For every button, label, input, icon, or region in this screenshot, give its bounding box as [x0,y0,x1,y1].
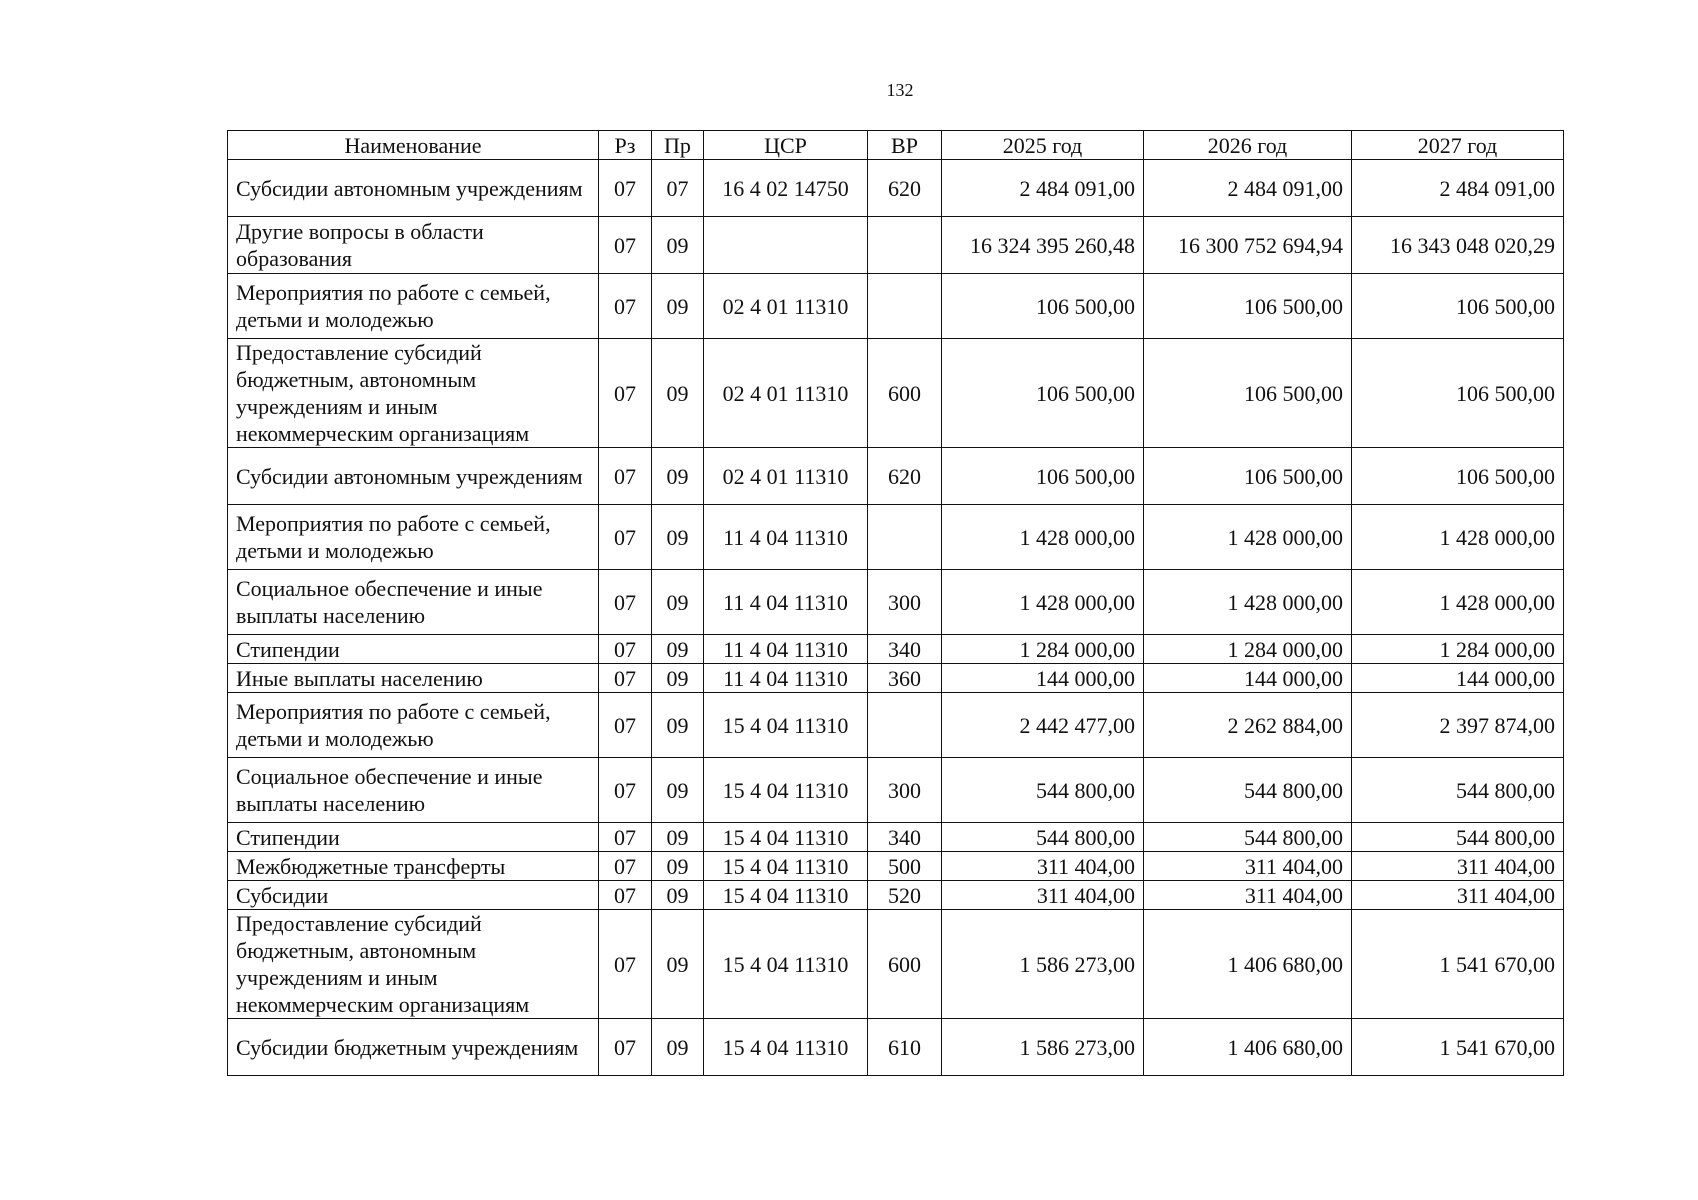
table-row [228,881,1564,910]
cell-vr [868,217,942,274]
table-row [228,635,1564,664]
cell-name: Социальное обеспечение и иные выплаты населению [228,570,599,635]
table-row [228,664,1564,693]
cell-2027: 2 484 091,00 [1352,160,1564,217]
cell-2026: 544 800,00 [1144,758,1352,823]
cell-2025: 144 000,00 [942,664,1144,693]
cell-vr: 620 [868,448,942,505]
table-row [228,570,1564,635]
table-row [228,274,1564,339]
cell-rz: 07 [599,881,652,910]
cell-pr: 09 [652,823,704,852]
cell-vr: 620 [868,160,942,217]
cell-2025: 1 586 273,00 [942,1019,1144,1076]
header-rz: Рз [599,131,652,160]
cell-name: Субсидии бюджетным учреждениям [228,1019,599,1076]
cell-pr: 09 [652,881,704,910]
cell-2027: 311 404,00 [1352,881,1564,910]
cell-name: Социальное обеспечение и иные выплаты населению [228,758,599,823]
table-row [228,693,1564,758]
cell-pr: 09 [652,910,704,1019]
cell-2027: 1 541 670,00 [1352,910,1564,1019]
cell-csr [704,217,868,274]
cell-pr: 09 [652,448,704,505]
cell-name: Мероприятия по работе с семьей, детьми и молодежью [228,505,599,570]
cell-vr: 340 [868,635,942,664]
cell-2026: 16 300 752 694,94 [1144,217,1352,274]
cell-rz: 07 [599,217,652,274]
cell-2025: 311 404,00 [942,881,1144,910]
cell-name: Иные выплаты населению [228,664,599,693]
cell-csr: 02 4 01 11310 [704,274,868,339]
cell-2026: 1 428 000,00 [1144,505,1352,570]
cell-pr: 09 [652,274,704,339]
cell-2027: 544 800,00 [1352,758,1564,823]
cell-vr: 600 [868,910,942,1019]
cell-2025: 106 500,00 [942,274,1144,339]
cell-2026: 2 484 091,00 [1144,160,1352,217]
header-2025: 2025 год [942,131,1144,160]
cell-pr: 09 [652,570,704,635]
table-row [228,505,1564,570]
budget-table [227,130,1564,1076]
cell-2025: 1 428 000,00 [942,570,1144,635]
cell-pr: 09 [652,758,704,823]
cell-2027: 144 000,00 [1352,664,1564,693]
cell-vr [868,274,942,339]
cell-csr: 02 4 01 11310 [704,448,868,505]
cell-csr: 11 4 04 11310 [704,570,868,635]
cell-2026: 106 500,00 [1144,274,1352,339]
cell-pr: 09 [652,664,704,693]
cell-2025: 16 324 395 260,48 [942,217,1144,274]
cell-2025: 2 442 477,00 [942,693,1144,758]
cell-rz: 07 [599,570,652,635]
cell-name: Мероприятия по работе с семьей, детьми и молодежью [228,693,599,758]
cell-rz: 07 [599,635,652,664]
cell-rz: 07 [599,910,652,1019]
cell-csr: 15 4 04 11310 [704,881,868,910]
cell-pr: 09 [652,339,704,448]
cell-2026: 1 428 000,00 [1144,570,1352,635]
cell-name: Межбюджетные трансферты [228,852,599,881]
cell-2027: 1 428 000,00 [1352,505,1564,570]
cell-name: Субсидии [228,881,599,910]
cell-vr: 360 [868,664,942,693]
cell-2027: 311 404,00 [1352,852,1564,881]
cell-vr: 600 [868,339,942,448]
cell-2026: 144 000,00 [1144,664,1352,693]
cell-2026: 311 404,00 [1144,852,1352,881]
cell-csr: 15 4 04 11310 [704,758,868,823]
table-row [228,448,1564,505]
header-2027: 2027 год [1352,131,1564,160]
cell-rz: 07 [599,160,652,217]
cell-csr: 11 4 04 11310 [704,664,868,693]
cell-2027: 16 343 048 020,29 [1352,217,1564,274]
cell-vr: 610 [868,1019,942,1076]
cell-csr: 02 4 01 11310 [704,339,868,448]
cell-csr: 16 4 02 14750 [704,160,868,217]
cell-vr: 300 [868,570,942,635]
cell-2025: 544 800,00 [942,758,1144,823]
cell-2025: 2 484 091,00 [942,160,1144,217]
cell-vr: 300 [868,758,942,823]
cell-rz: 07 [599,448,652,505]
cell-name: Субсидии автономным учреждениям [228,448,599,505]
cell-vr: 520 [868,881,942,910]
cell-2026: 2 262 884,00 [1144,693,1352,758]
cell-rz: 07 [599,823,652,852]
cell-name: Стипендии [228,823,599,852]
cell-2027: 106 500,00 [1352,274,1564,339]
table-row [228,160,1564,217]
cell-2026: 544 800,00 [1144,823,1352,852]
cell-rz: 07 [599,505,652,570]
cell-2027: 1 541 670,00 [1352,1019,1564,1076]
cell-2025: 1 284 000,00 [942,635,1144,664]
cell-2027: 1 428 000,00 [1352,570,1564,635]
cell-rz: 07 [599,339,652,448]
cell-csr: 11 4 04 11310 [704,635,868,664]
cell-2025: 544 800,00 [942,823,1144,852]
cell-name: Предоставление субсидий бюджетным, автономным учреждениям и иным некоммерческим организациям [228,910,599,1019]
header-csr: ЦСР [704,131,868,160]
cell-rz: 07 [599,693,652,758]
cell-name: Стипендии [228,635,599,664]
table-row [228,910,1564,1019]
cell-2025: 311 404,00 [942,852,1144,881]
cell-2027: 2 397 874,00 [1352,693,1564,758]
table-row [228,1019,1564,1076]
cell-csr: 15 4 04 11310 [704,852,868,881]
header-2026: 2026 год [1144,131,1352,160]
cell-name: Мероприятия по работе с семьей, детьми и молодежью [228,274,599,339]
table-row [228,217,1564,274]
cell-pr: 09 [652,635,704,664]
cell-pr: 09 [652,852,704,881]
cell-rz: 07 [599,758,652,823]
cell-2026: 106 500,00 [1144,448,1352,505]
cell-rz: 07 [599,1019,652,1076]
cell-vr [868,693,942,758]
cell-2027: 106 500,00 [1352,339,1564,448]
cell-name: Предоставление субсидий бюджетным, автономным учреждениям и иным некоммерческим организациям [228,339,599,448]
cell-name: Другие вопросы в области образования [228,217,599,274]
header-pr: Пр [652,131,704,160]
cell-pr: 09 [652,217,704,274]
cell-pr: 09 [652,505,704,570]
cell-2025: 106 500,00 [942,339,1144,448]
cell-2026: 106 500,00 [1144,339,1352,448]
cell-rz: 07 [599,852,652,881]
cell-2027: 544 800,00 [1352,823,1564,852]
cell-2026: 1 284 000,00 [1144,635,1352,664]
cell-2026: 311 404,00 [1144,881,1352,910]
table-header-row [228,131,1564,160]
cell-csr: 15 4 04 11310 [704,910,868,1019]
cell-csr: 15 4 04 11310 [704,1019,868,1076]
page-number: 132 [886,80,914,100]
cell-csr: 15 4 04 11310 [704,823,868,852]
table-row [228,339,1564,448]
cell-pr: 09 [652,1019,704,1076]
cell-2027: 1 284 000,00 [1352,635,1564,664]
header-name: Наименование [228,131,599,160]
cell-rz: 07 [599,664,652,693]
table-row [228,823,1564,852]
cell-rz: 07 [599,274,652,339]
cell-vr [868,505,942,570]
cell-pr: 09 [652,693,704,758]
cell-name: Субсидии автономным учреждениям [228,160,599,217]
cell-2026: 1 406 680,00 [1144,1019,1352,1076]
cell-2025: 1 586 273,00 [942,910,1144,1019]
header-vr: ВР [868,131,942,160]
cell-pr: 07 [652,160,704,217]
cell-2025: 106 500,00 [942,448,1144,505]
cell-2025: 1 428 000,00 [942,505,1144,570]
cell-vr: 340 [868,823,942,852]
cell-csr: 11 4 04 11310 [704,505,868,570]
table-row [228,758,1564,823]
table-row [228,852,1564,881]
cell-csr: 15 4 04 11310 [704,693,868,758]
cell-2027: 106 500,00 [1352,448,1564,505]
cell-2026: 1 406 680,00 [1144,910,1352,1019]
cell-vr: 500 [868,852,942,881]
